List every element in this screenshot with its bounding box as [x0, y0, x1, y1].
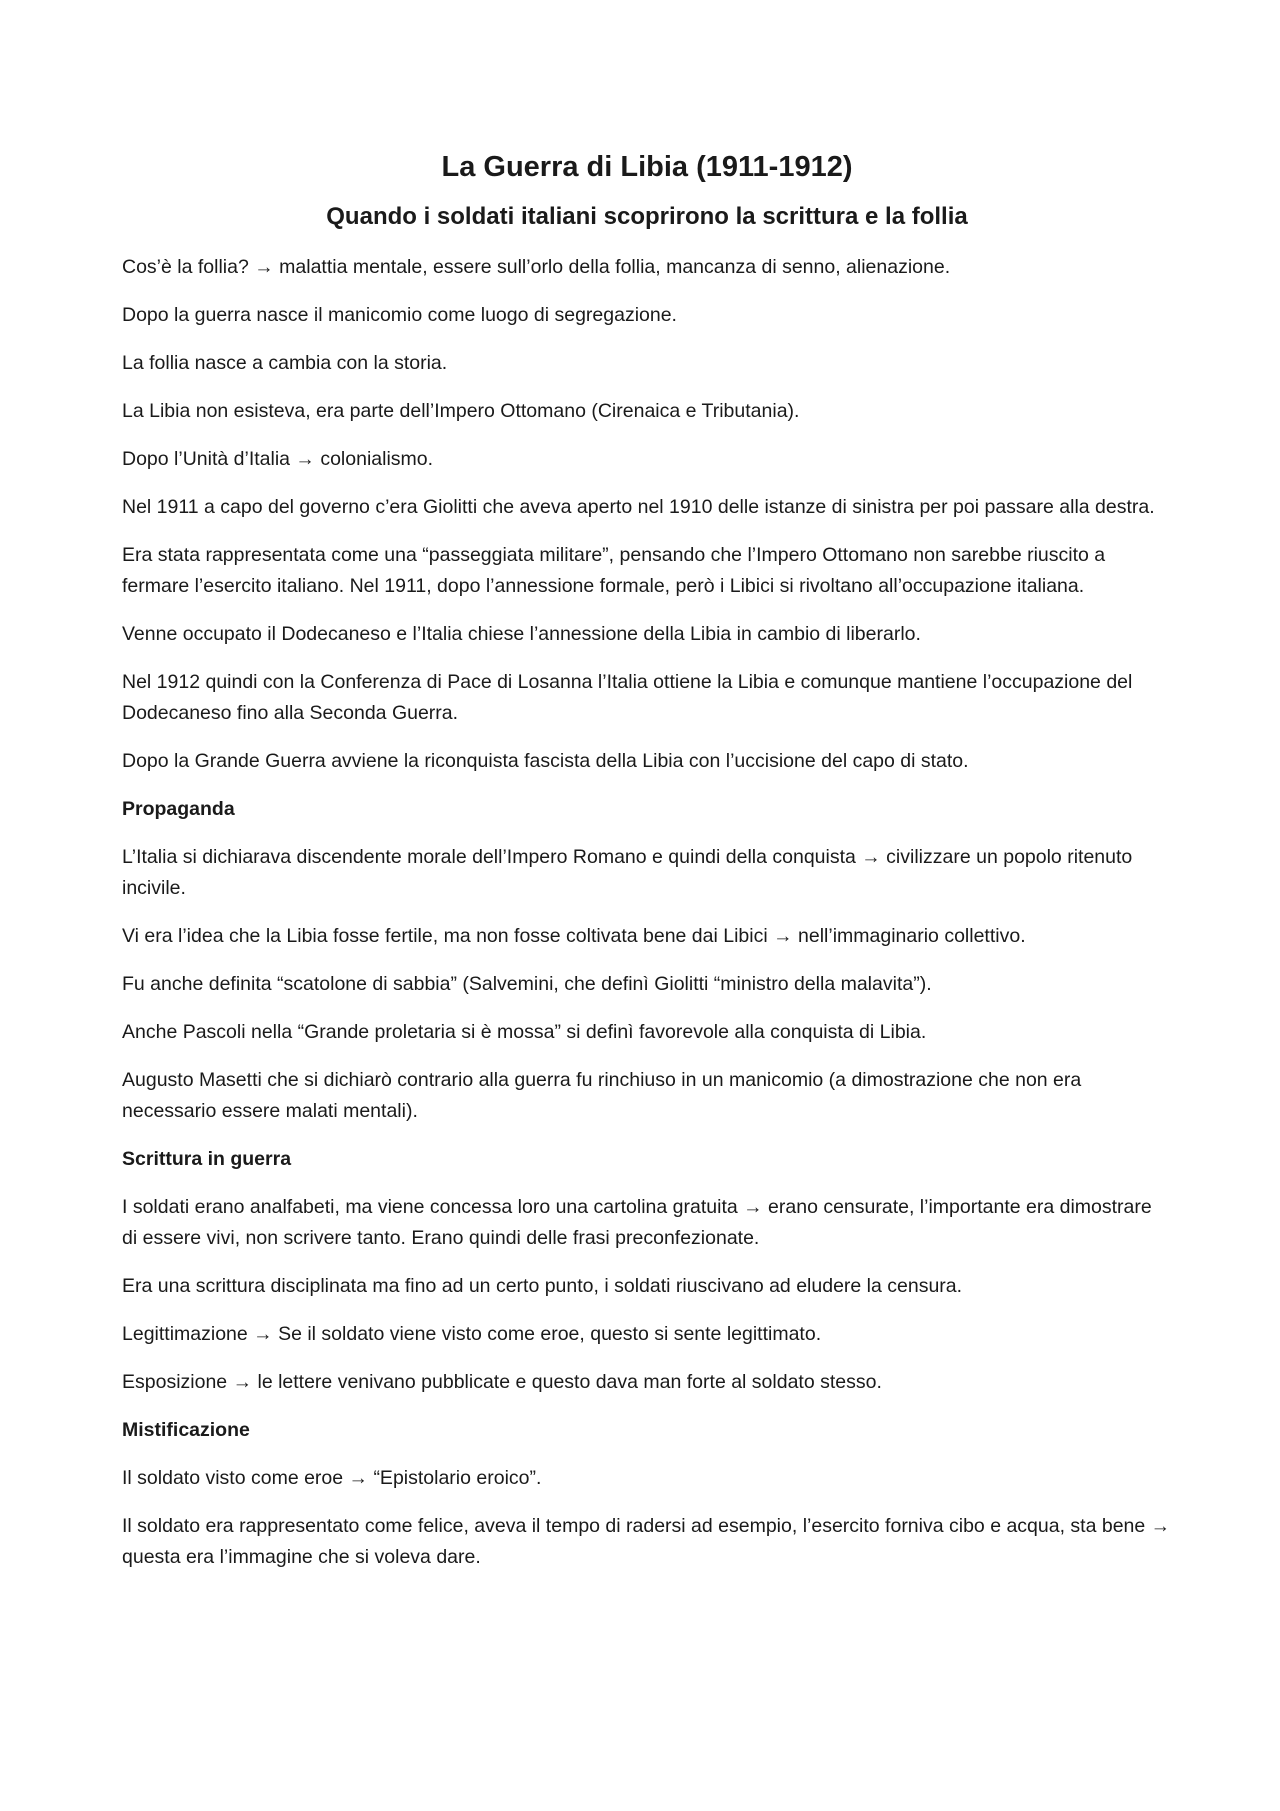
paragraph-scatolone: Fu anche definita “scatolone di sabbia” (Salvemini, che definì Giolitti “ministro della malavita”).	[122, 972, 932, 995]
section-heading-propaganda: Propaganda	[122, 797, 235, 820]
paragraph-soldato-felice: Il soldato era rappresentato come felice, aveva il tempo di radersi ad esempio, l’esercito forniva cibo e acqua, sta bene → questa era l’immagine che si voleva dare.	[122, 1514, 1171, 1568]
paragraph-impero-ottomano: La Libia non esisteva, era parte dell’Impero Ottomano (Cirenaica e Tributania).	[122, 399, 800, 422]
section-heading-mistificazione: Mistificazione	[122, 1418, 250, 1441]
paragraph-libia-fertile: Vi era l’idea che la Libia fosse fertile, ma non fosse coltivata bene dai Libici → nell’immaginario collettivo.	[122, 924, 1026, 947]
document-subtitle: Quando i soldati italiani scoprirono la scrittura e la follia	[326, 202, 968, 230]
paragraph-legittimazione: Legittimazione → Se il soldato viene visto come eroe, questo si sente legittimato.	[122, 1322, 822, 1345]
paragraph-censura: Era una scrittura disciplinata ma fino ad un certo punto, i soldati riuscivano ad eludere la censura.	[122, 1274, 963, 1297]
paragraph-epistolario: Il soldato visto come eroe → “Epistolario eroico”.	[122, 1466, 542, 1489]
document-title: La Guerra di Libia (1911-1912)	[441, 151, 853, 183]
paragraph-esposizione: Esposizione → le lettere venivano pubblicate e questo dava man forte al soldato stesso.	[122, 1370, 882, 1393]
paragraph-follia: Cos’è la follia? → malattia mentale, essere sull’orlo della follia, mancanza di senno, alienazione.	[122, 255, 951, 278]
paragraph-masetti: Augusto Masetti che si dichiarò contrario alla guerra fu rinchiuso in un manicomio (a dimostrazione che non era necessario essere malati mentali).	[122, 1068, 1082, 1122]
paragraph-impero-romano: L’Italia si dichiarava discendente morale dell’Impero Romano e quindi della conquista → civilizzare un popolo ritenuto incivile.	[122, 845, 1133, 899]
paragraph-colonialismo: Dopo l’Unità d’Italia → colonialismo.	[122, 447, 434, 470]
paragraph-giolitti: Nel 1911 a capo del governo c’era Giolitti che aveva aperto nel 1910 delle istanze di sinistra per poi passare alla destra.	[122, 495, 1155, 518]
paragraph-pascoli: Anche Pascoli nella “Grande proletaria si è mossa” si definì favorevole alla conquista di Libia.	[122, 1020, 927, 1043]
paragraph-dodecaneso: Venne occupato il Dodecaneso e l’Italia chiese l’annessione della Libia in cambio di liberarlo.	[122, 622, 921, 645]
paragraph-storia: La follia nasce a cambia con la storia.	[122, 351, 448, 374]
document-page	[122, 150, 1172, 1590]
paragraph-cartolina: I soldati erano analfabeti, ma viene concessa loro una cartolina gratuita → erano censurate, l’importante era dimostrare di essere vivi, non scrivere tanto. Erano quindi delle frasi preconfezionate.	[122, 1195, 1152, 1249]
paragraph-losanna: Nel 1912 quindi con la Conferenza di Pace di Losanna l’Italia ottiene la Libia e comunque mantiene l’occupazione del Dodecaneso fino alla Seconda Guerra.	[122, 670, 1133, 724]
paragraph-passeggiata-militare: Era stata rappresentata come una “passeggiata militare”, pensando che l’Impero Ottomano non sarebbe riuscito a fermare l’esercito italiano. Nel 1911, dopo l’annessione formale, però i Libici si rivoltano all’occupazione italiana.	[122, 543, 1106, 597]
section-heading-scrittura: Scrittura in guerra	[122, 1147, 292, 1170]
paragraph-riconquista: Dopo la Grande Guerra avviene la riconquista fascista della Libia con l’uccisione del capo di stato.	[122, 749, 969, 772]
paragraph-manicomio: Dopo la guerra nasce il manicomio come luogo di segregazione.	[122, 303, 677, 326]
